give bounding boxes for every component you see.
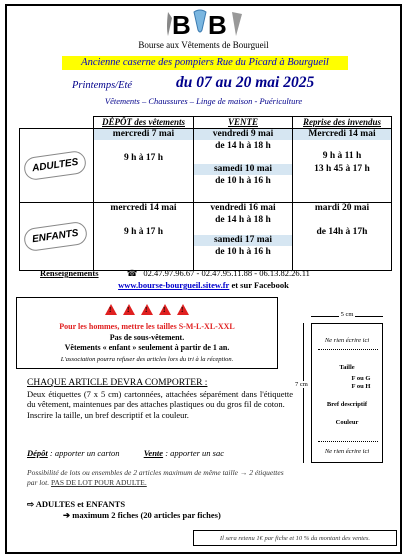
depot-text: : apporter un carton — [49, 448, 120, 458]
warning-kids-age: Vêtements « enfant » seulement à partir de 1 an. — [64, 343, 230, 352]
col-header-reprise: Reprise des invendus — [293, 117, 392, 129]
reprise-hours-1: 9 h à 11 h — [322, 151, 362, 161]
vente-hours-2: de 10 h à 16 h — [215, 247, 271, 257]
depot-day: mercredi 14 mai — [110, 203, 177, 213]
lots-adult-note: PAS DE LOT POUR ADULTE. — [50, 478, 147, 487]
schedule-row-adults — [20, 129, 392, 203]
rules-body-2: Inscrire la taille, un bref descriptif et la couleur. — [27, 409, 189, 420]
lots-text: Possibilité de lots ou ensembles de 2 articles maximum de même taille → 2 étiquettes par lot. — [27, 468, 284, 487]
empty-header-cell — [20, 117, 94, 129]
rules-section — [27, 378, 293, 420]
ticket-divider — [318, 441, 378, 442]
reprise-cell — [293, 129, 392, 203]
ticket-f-ou-g: F ou G — [351, 375, 371, 382]
organization-name: Bourse aux Vêtements de Bourgueil — [138, 40, 269, 50]
lots-note — [27, 468, 293, 488]
warning-no-underwear: Pas de sous-vêtement. — [109, 333, 185, 342]
website-link[interactable]: www.bourse-bourgueil.sitew.fr — [118, 280, 230, 290]
ticket-f-ou-h: F ou H — [351, 383, 371, 390]
phone-numbers: 02.47.97.96.67 - 02.47.95.11.88 - 06.13.82.26.11 — [143, 268, 310, 278]
vente-hours-2: de 10 h à 16 h — [215, 176, 271, 186]
adults-kids-line: ⇨ ADULTES et ENFANTS — [27, 499, 126, 509]
contact-label: Renseignements — [40, 268, 99, 278]
phone-icon: ☎ — [126, 268, 138, 278]
depot-cell — [94, 129, 194, 203]
fee-footer-box: Il sera retenu 1€ par fiche et 10 % du montant des ventes. — [193, 530, 397, 546]
rules-body: Deux étiquettes (7 x 5 cm) cartonnées, attachées séparément dans l'étiquette du vêtement, maintenues par des attaches plastiques ou du gros fil de coton. — [27, 388, 293, 409]
contact-line — [40, 268, 310, 279]
dimension-arrow — [303, 323, 304, 463]
depot-cell — [94, 203, 194, 271]
warning-sizes: Pour les hommes, mettre les tailles S-M-L-XL-XXL — [59, 322, 235, 331]
row-label-cell — [20, 203, 94, 271]
warning-refusal-note: L'association pourra refuser des articles lors du tri à la réception. — [60, 356, 234, 363]
ticket-divider — [318, 349, 378, 350]
svg-text:B: B — [208, 10, 227, 38]
col-header-vente: VENTE — [194, 117, 293, 129]
vente-hours-1: de 14 h à 18 h — [215, 215, 271, 225]
warning-icon: ! — [177, 304, 189, 315]
adults-label: ADULTES — [23, 150, 88, 181]
row-label-cell — [20, 129, 94, 203]
height-label: 7 cm — [295, 381, 308, 388]
vente-label: Vente — [143, 448, 164, 458]
warning-icon: ! — [159, 304, 171, 315]
schedule-header-row — [20, 117, 392, 129]
event-dates: du 07 au 20 mai 2025 — [176, 74, 315, 91]
ticket-couleur: Couleur — [335, 419, 359, 426]
vente-cell — [194, 129, 293, 203]
reprise-hours-1: de 14h à 17h — [316, 227, 368, 237]
bring-items-line — [27, 448, 224, 458]
categories-line: Vêtements – Chaussures – Linge de maison - Puériculture — [104, 96, 303, 106]
ticket-bottom-note: Ne rien écrire ici — [324, 448, 370, 455]
ticket-height-dimension — [295, 323, 308, 463]
depot-hours: 9 h à 17 h — [123, 153, 164, 163]
rules-title: CHAQUE ARTICLE DEVRA COMPORTER : — [27, 378, 208, 388]
reprise-hours-2: 13 h 45 à 17 h — [314, 164, 370, 174]
warning-box — [16, 297, 278, 369]
kids-label: ENFANTS — [23, 221, 88, 252]
ticket-top-note: Ne rien écrire ici — [324, 337, 370, 344]
vente-cell — [194, 203, 293, 271]
warning-icon: ! — [105, 304, 117, 315]
reprise-day: Mercredi 14 mai — [293, 129, 391, 140]
vente-hours-1: de 14 h à 18 h — [215, 141, 271, 151]
address-banner: Ancienne caserne des pompiers Rue du Picard à Bourgueil — [62, 56, 348, 70]
label-ticket-diagram — [311, 323, 383, 463]
max-fiches-line: ➔ maximum 2 fiches (20 articles par fiches) — [63, 510, 221, 520]
bvb-logo — [162, 8, 250, 38]
vente-text: : apporter un sac — [165, 448, 224, 458]
svg-text:B: B — [172, 10, 191, 38]
warning-icon: ! — [123, 304, 135, 315]
ticket-width-dimension — [311, 311, 383, 318]
vente-day-2: samedi 17 mai — [194, 235, 292, 246]
logo-graphic — [162, 8, 250, 38]
depot-hours: 9 h à 17 h — [123, 227, 164, 237]
reprise-cell — [293, 203, 392, 271]
facebook-text: et sur Facebook — [231, 280, 289, 290]
website-line — [0, 280, 407, 290]
schedule-row-kids — [20, 203, 392, 271]
reprise-day: mardi 20 mai — [314, 203, 370, 213]
ticket-descriptif: Bref descriptif — [326, 401, 368, 408]
ticket-taille: Taille — [339, 364, 355, 371]
col-header-depot: DÉPÔT des vêtements — [94, 117, 194, 129]
schedule-table — [19, 116, 392, 271]
season-label: Printemps/Eté — [72, 80, 133, 91]
width-label: 5 cm — [340, 311, 354, 318]
vente-day-1: vendredi 9 mai — [194, 129, 292, 140]
depot-day: mercredi 7 mai — [94, 129, 193, 140]
vente-day-2: samedi 10 mai — [194, 164, 292, 175]
depot-label: Dépôt — [27, 448, 48, 458]
vente-day-1: vendredi 16 mai — [210, 203, 276, 213]
warning-icon: ! — [141, 304, 153, 315]
